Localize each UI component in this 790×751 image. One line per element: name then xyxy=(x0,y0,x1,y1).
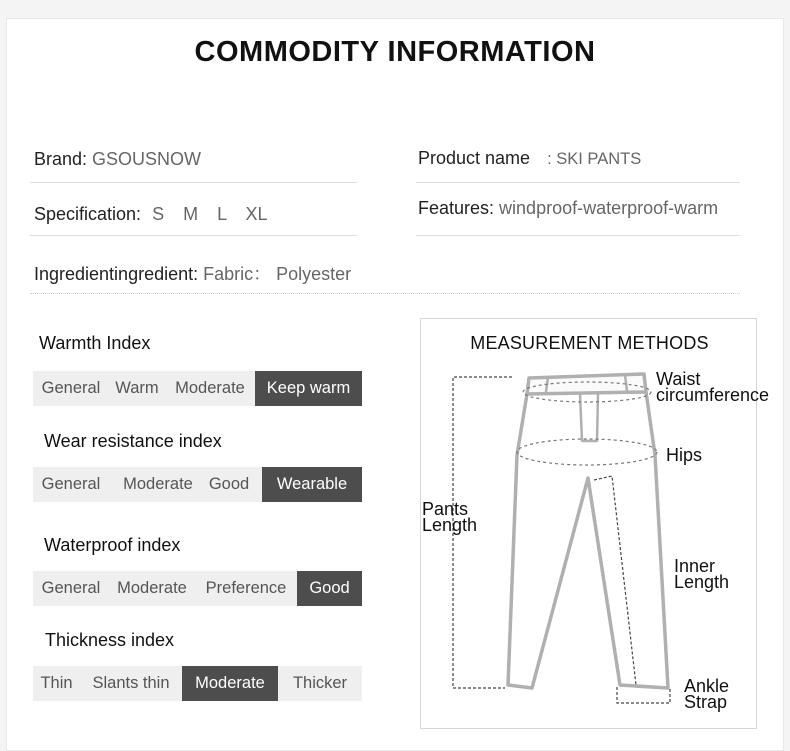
waist-label-line: circumference xyxy=(656,385,770,405)
pants-length-label xyxy=(422,501,477,533)
thickness-option: Thin xyxy=(40,674,73,692)
wear-option: General xyxy=(41,475,101,493)
thickness-option-selected: Moderate xyxy=(182,666,278,701)
thickness-index-title: Thickness index xyxy=(45,630,175,650)
wear-option-selected: Wearable xyxy=(262,467,362,502)
size-m: M xyxy=(183,204,199,224)
waterproof-option: Moderate xyxy=(117,579,187,597)
brand-label: Brand: xyxy=(34,149,93,169)
measurement-title: MEASUREMENT METHODS xyxy=(470,333,709,353)
warmth-option-selected: Keep warm xyxy=(255,371,362,406)
pants-length-label-line: Length xyxy=(422,515,478,535)
warmth-option: Warm xyxy=(115,379,159,397)
ankle-strap-label xyxy=(684,678,729,710)
ingredient-label: Ingredientingredient: xyxy=(34,264,204,284)
size-l: L xyxy=(217,204,227,224)
inner-length-label-line: Inner xyxy=(674,556,716,576)
warmth-index-title: Warmth Index xyxy=(39,333,151,353)
inner-length-label-line: Length xyxy=(674,572,730,592)
waterproof-option-selected: Good xyxy=(297,571,362,606)
wear-resistance-index-title: Wear resistance index xyxy=(44,431,222,451)
waist-label-line: Waist xyxy=(656,369,701,389)
pants-icon xyxy=(508,374,668,688)
hips-label xyxy=(666,447,702,463)
ankle-strap-label-line: Strap xyxy=(684,692,728,712)
size-xl: XL xyxy=(245,204,268,224)
pants-length-label-line: Pants xyxy=(422,499,469,519)
warmth-option: General xyxy=(41,379,101,397)
wear-option: Good xyxy=(208,475,250,493)
specification-label: Specification: xyxy=(34,204,147,224)
brand-value: GSOUSNOW xyxy=(92,149,202,169)
ankle-strap-label-line: Ankle xyxy=(684,676,730,696)
waterproof-index-title: Waterproof index xyxy=(44,535,181,555)
waterproof-option: General xyxy=(41,579,101,597)
thickness-option: Slants thin xyxy=(92,674,170,692)
warmth-option: Moderate xyxy=(175,379,245,397)
size-s: S xyxy=(152,204,165,224)
hips-measure-line xyxy=(517,439,657,465)
ingredient-value: Fabric： Polyester xyxy=(203,264,352,284)
inner-length-label xyxy=(674,558,729,590)
wear-option: Moderate xyxy=(123,475,193,493)
product-name-value: : SKI PANTS xyxy=(547,150,642,168)
thickness-option: Thicker xyxy=(292,674,348,692)
hips-label-line: Hips xyxy=(666,445,703,465)
features-value: windproof-waterproof-warm xyxy=(499,198,719,218)
ankle-strap-measure-line xyxy=(617,687,670,703)
product-name-label: Product name xyxy=(418,148,531,168)
waterproof-option: Preference xyxy=(205,579,287,597)
page-title: COMMODITY INFORMATION xyxy=(194,36,596,68)
waist-label xyxy=(656,371,769,403)
features-label: Features: xyxy=(418,198,500,218)
